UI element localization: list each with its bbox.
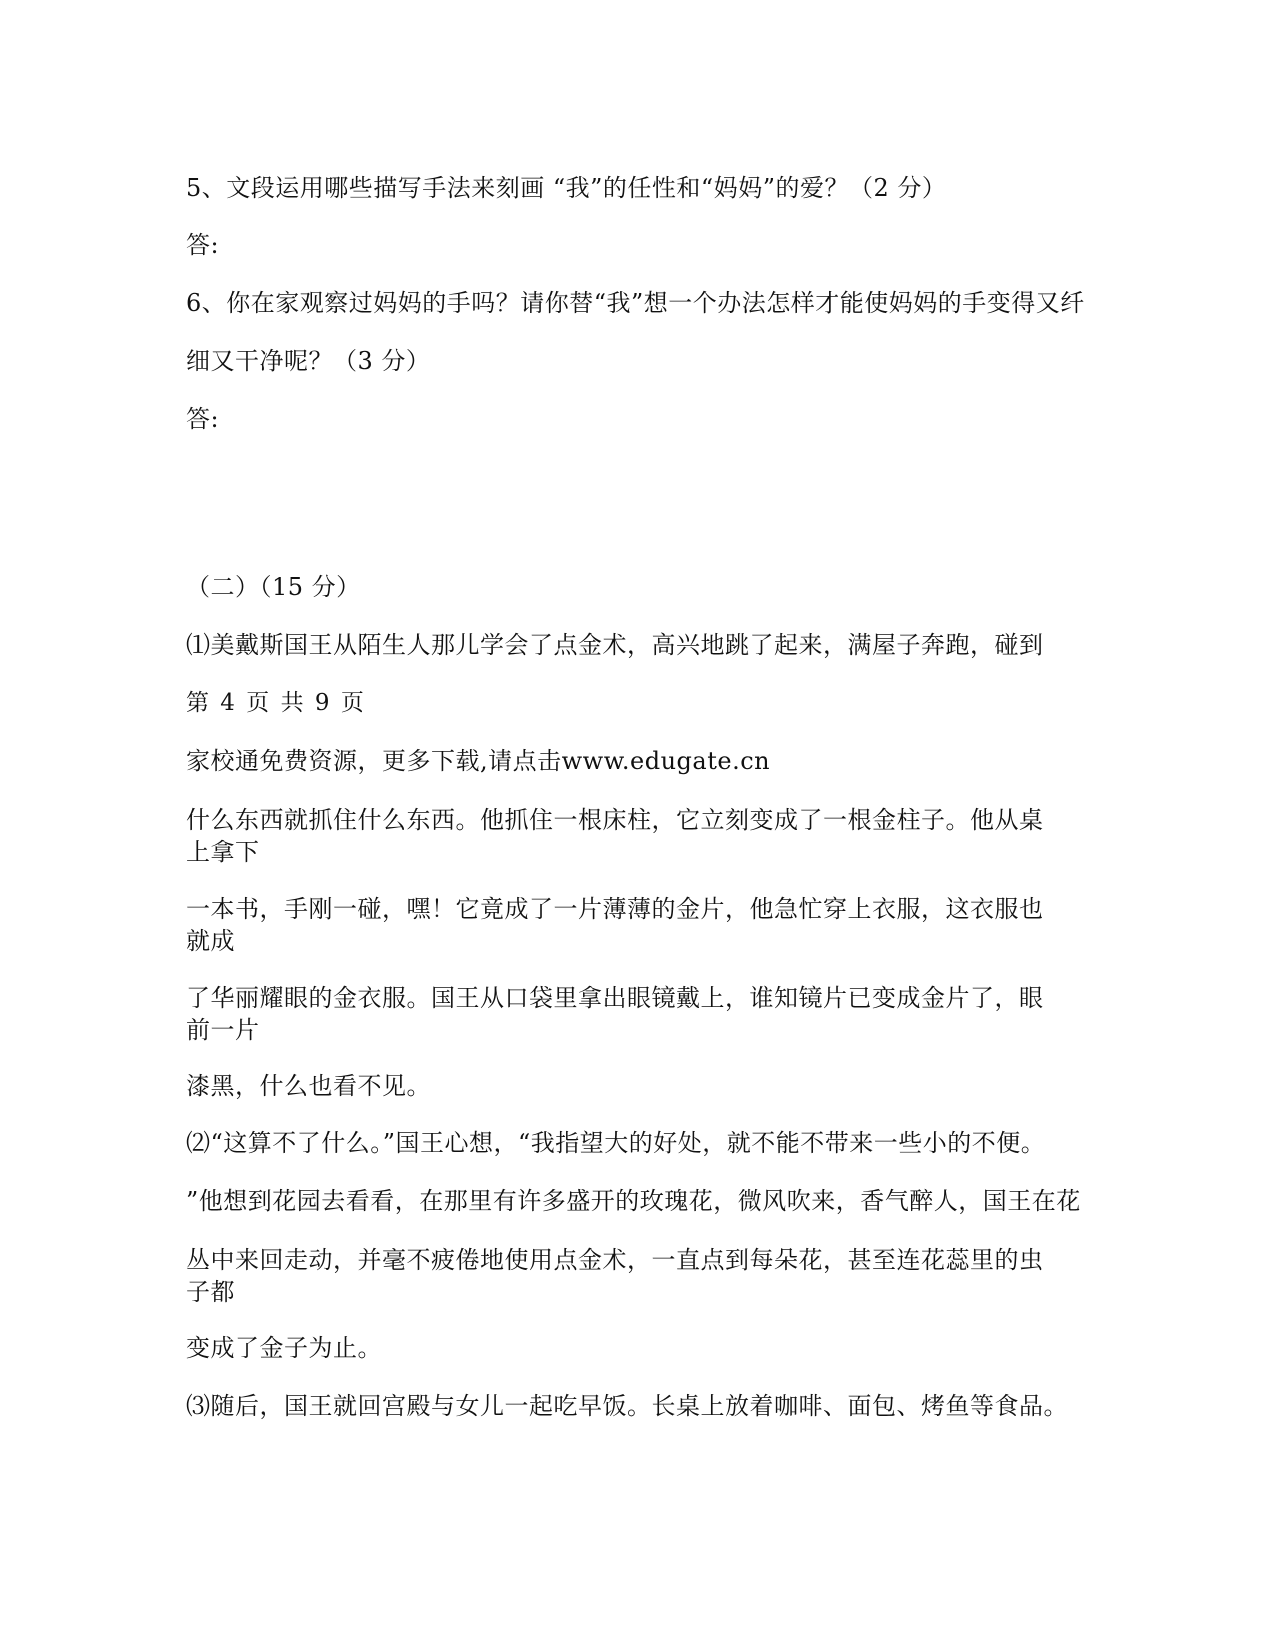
paragraph-1-line-2: 什么东西就抓住什么东西。他抓住一根床柱，它立刻变成了一根金柱子。他从桌上拿下 xyxy=(186,806,1044,866)
answer-label-6: 答: xyxy=(186,405,220,433)
paragraph-2-line-3: 丛中来回走动，并毫不疲倦地使用点金术，一直点到每朵花，甚至连花蕊里的虫子都 xyxy=(186,1246,1044,1306)
paragraph-1-line-5: 漆黑，什么也看不见。 xyxy=(186,1072,431,1100)
question-6-line-1: 6、你在家观察过妈妈的手吗？请你替“我”想一个办法怎样才能使妈妈的手变得又纤 xyxy=(186,289,1085,317)
paragraph-2-line-4: 变成了金子为止。 xyxy=(186,1334,382,1362)
paragraph-2-line-1: ⑵“这算不了什么。”国王心想，“我指望大的好处，就不能不带来一些小的不便。 xyxy=(186,1129,1046,1157)
paragraph-1-line-4: 了华丽耀眼的金衣服。国王从口袋里拿出眼镜戴上，谁知镜片已变成金片了，眼前一片 xyxy=(186,984,1044,1044)
paragraph-1-line-1: ⑴美戴斯国王从陌生人那儿学会了点金术，高兴地跳了起来，满屋子奔跑，碰到 xyxy=(186,631,1044,659)
answer-label-5: 答: xyxy=(186,231,220,259)
page-number: 第 4 页 共 9 页 xyxy=(186,690,366,716)
paragraph-3-line-1: ⑶随后，国王就回宫殿与女儿一起吃早饭。长桌上放着咖啡、面包、烤鱼等食品。 xyxy=(186,1392,1068,1420)
paragraph-2-line-2: ”他想到花园去看看，在那里有许多盛开的玫瑰花，微风吹来，香气醉人，国王在花 xyxy=(186,1187,1081,1215)
question-6-line-2: 细又干净呢？（3 分） xyxy=(186,347,431,375)
section-heading: （二）（15 分） xyxy=(186,573,361,601)
question-5: 5、文段运用哪些描写手法来刻画 “我”的任性和“妈妈”的爱？（2 分） xyxy=(186,174,947,202)
paragraph-1-line-3: 一本书，手刚一碰，嘿！它竟成了一片薄薄的金片，他急忙穿上衣服，这衣服也就成 xyxy=(186,895,1044,955)
promo-text: 家校通免费资源，更多下载,请点击www.edugate.cn xyxy=(186,747,771,775)
